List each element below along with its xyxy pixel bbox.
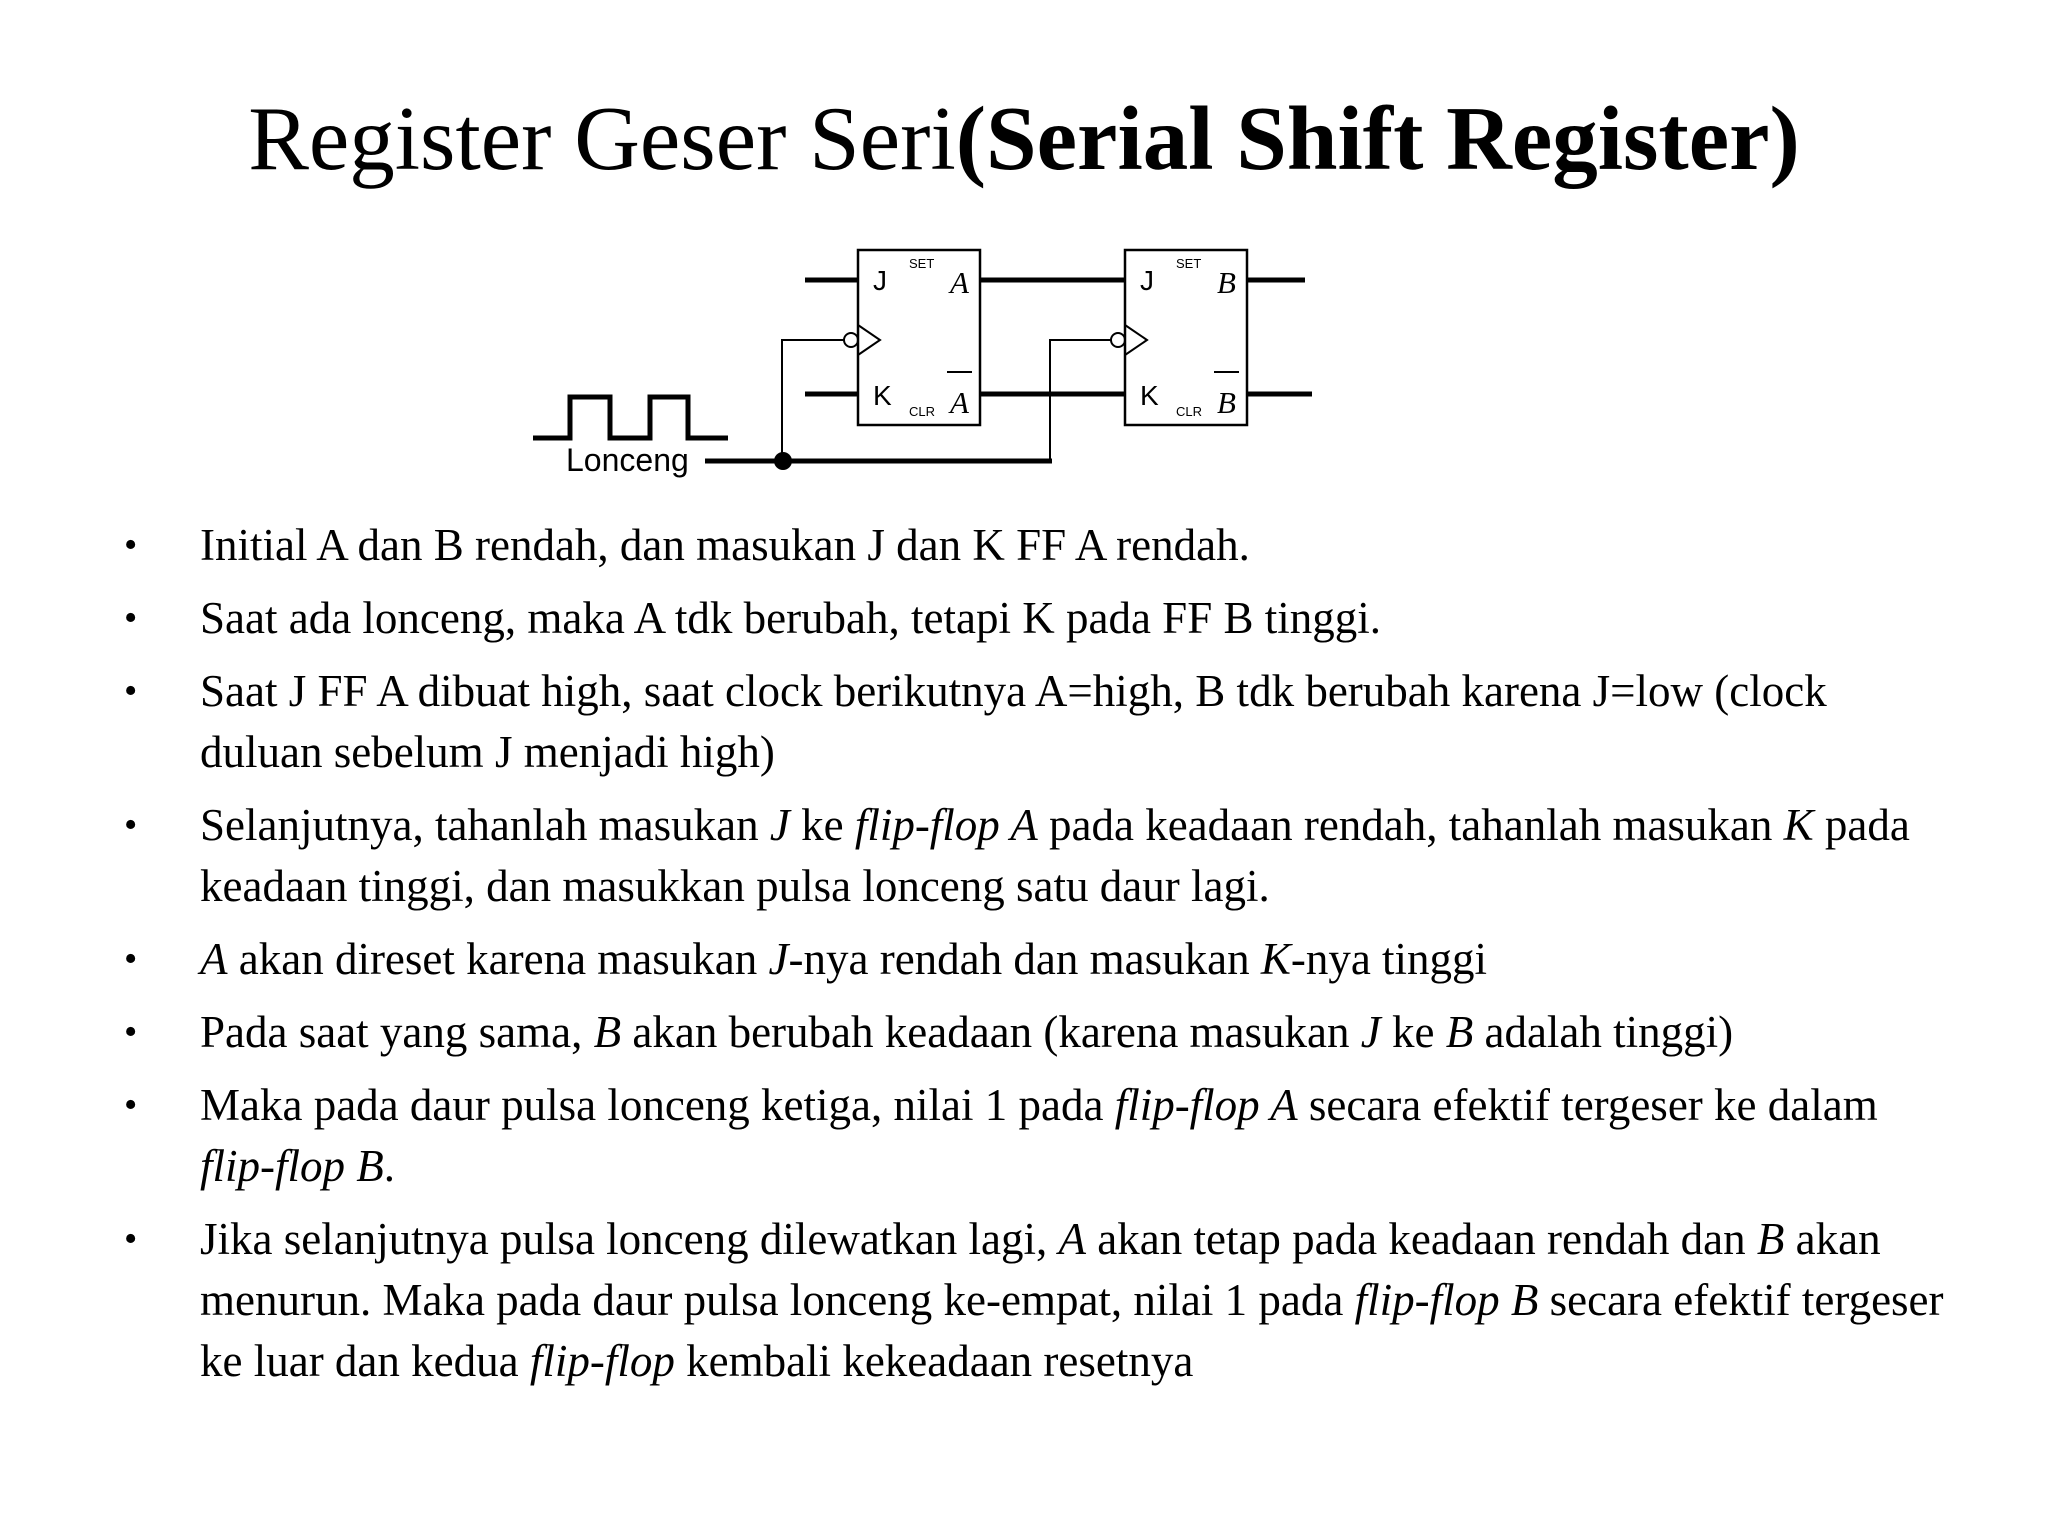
bullet-text-segment: Initial A dan B rendah, dan masukan J dan K FF A rendah.: [200, 520, 1250, 570]
ff-a-set-label: SET: [909, 256, 935, 271]
bullet-item: [124, 1002, 1960, 1063]
bullet-text-segment: akan direset karena masukan: [227, 934, 769, 984]
bullet-text-segment: Pada saat yang sama,: [200, 1007, 594, 1057]
bullet-text-segment: secara efektif tergeser ke luar dan kedua: [200, 1275, 1944, 1386]
bullet-text-segment: Jika selanjutnya pulsa lonceng dilewatkan lagi,: [200, 1214, 1059, 1264]
bullet-text-segment: Saat ada lonceng, maka A tdk berubah, tetapi K pada FF B tinggi.: [200, 593, 1382, 643]
bullet-item: [124, 515, 1960, 576]
bullet-text: [200, 929, 1960, 990]
bullet-dot: •: [124, 670, 138, 712]
bullet-list: [124, 515, 1960, 1404]
bullet-item: [124, 1075, 1960, 1197]
bullet-text: [200, 588, 1960, 649]
clock-label: Lonceng: [566, 442, 689, 478]
ff-a-clock-triangle: [858, 325, 880, 355]
bullet-text-segment: pada keadaan tinggi, dan masukkan pulsa lonceng satu daur lagi.: [200, 800, 1910, 911]
bullet-item: [124, 795, 1960, 917]
bullet-text-segment: akan tetap pada keadaan rendah dan: [1086, 1214, 1757, 1264]
ff-b-clr-label: CLR: [1176, 404, 1203, 419]
ff-a-k-label: K: [873, 380, 892, 411]
ff-a-clr-label: CLR: [909, 404, 936, 419]
bullet-text-italic: flip-flop B: [200, 1141, 384, 1191]
bullet-text-segment: ke: [1380, 1007, 1446, 1057]
bullet-dot: •: [124, 597, 138, 639]
bullet-text: [200, 795, 1960, 917]
bullet-dot: •: [124, 1218, 138, 1260]
ff-b-qbar-label: B: [1217, 385, 1236, 420]
ff-b-j-label: J: [1140, 265, 1154, 296]
shift-register-diagram: [0, 0, 2048, 520]
bullet-text-segment: adalah tinggi): [1473, 1007, 1734, 1057]
ff-b-k-label: K: [1140, 380, 1159, 411]
bullet-dot: •: [124, 524, 138, 566]
bullet-dot: •: [124, 804, 138, 846]
bullet-text-italic: A: [1058, 1214, 1087, 1264]
bullet-text-segment: -nya tinggi: [1290, 934, 1488, 984]
ff-a-j-label: J: [873, 265, 887, 296]
bullet-dot: •: [124, 938, 138, 980]
bullet-text-segment: secara efektif tergeser ke dalam: [1297, 1080, 1878, 1130]
bullet-item: [124, 929, 1960, 990]
bullet-text-italic: A: [200, 934, 228, 984]
bullet-text: [200, 1002, 1960, 1063]
ff-a-clock-bubble: [844, 333, 858, 347]
bullet-text-italic: B: [1756, 1214, 1785, 1264]
title-main: Register Geser Seri: [248, 88, 956, 189]
bullet-text-segment: .: [383, 1141, 395, 1191]
bullet-text: [200, 1075, 1960, 1197]
bullet-item: [124, 661, 1960, 783]
bullet-text-segment: ke: [789, 800, 855, 850]
ff-b-set-label: SET: [1176, 256, 1202, 271]
bullet-text-segment: kembali kekeadaan resetnya: [674, 1336, 1194, 1386]
bullet-text-italic: J: [769, 800, 790, 850]
ff-b-q-label: B: [1217, 265, 1236, 300]
bullet-text-italic: flip-flop A: [854, 800, 1038, 850]
bullet-text-italic: flip-flop: [529, 1336, 675, 1386]
ff-b-clock-triangle: [1125, 325, 1147, 355]
bullet-text-italic: K: [1783, 800, 1814, 850]
clock-wire-a: [782, 340, 844, 458]
bullet-dot: •: [124, 1011, 138, 1053]
title-english: (Serial Shift Register): [955, 88, 1800, 189]
bullet-text: [200, 1209, 1960, 1392]
bullet-text-italic: K: [1260, 934, 1291, 984]
bullet-text-segment: akan berubah keadaan (karena masukan: [621, 1007, 1361, 1057]
ff-a-q-label: A: [950, 265, 969, 300]
clock-wire-b: [1050, 340, 1111, 460]
ff-a-qbar-label: A: [950, 385, 969, 420]
bullet-dot: •: [124, 1084, 138, 1126]
bullet-text-italic: J: [1360, 1007, 1381, 1057]
bullet-text: [200, 661, 1960, 783]
bullet-text-italic: B: [593, 1007, 622, 1057]
clock-junction-dot: [774, 452, 792, 470]
bullet-text-italic: B: [1445, 1007, 1474, 1057]
bullet-text-segment: akan menurun. Maka pada daur pulsa lonceng ke-empat, nilai 1 pada: [200, 1214, 1881, 1325]
bullet-text-italic: flip-flop A: [1114, 1080, 1298, 1130]
bullet-text-segment: pada keadaan rendah, tahanlah masukan: [1037, 800, 1784, 850]
clock-waveform: [533, 397, 728, 438]
bullet-text-segment: -nya rendah dan masukan: [788, 934, 1261, 984]
bullet-item: [124, 1209, 1960, 1392]
bullet-item: [124, 588, 1960, 649]
bullet-text: [200, 515, 1960, 576]
bullet-text-segment: Maka pada daur pulsa lonceng ketiga, nilai 1 pada: [200, 1080, 1115, 1130]
bullet-text-segment: Saat J FF A dibuat high, saat clock berikutnya A=high, B tdk berubah karena J=low (clock duluan sebelum J menjadi high): [200, 666, 1827, 777]
bullet-text-segment: Selanjutnya, tahanlah masukan: [200, 800, 770, 850]
bullet-text-italic: flip-flop B: [1354, 1275, 1539, 1325]
bullet-text-italic: J: [768, 934, 789, 984]
ff-b-clock-bubble: [1111, 333, 1125, 347]
